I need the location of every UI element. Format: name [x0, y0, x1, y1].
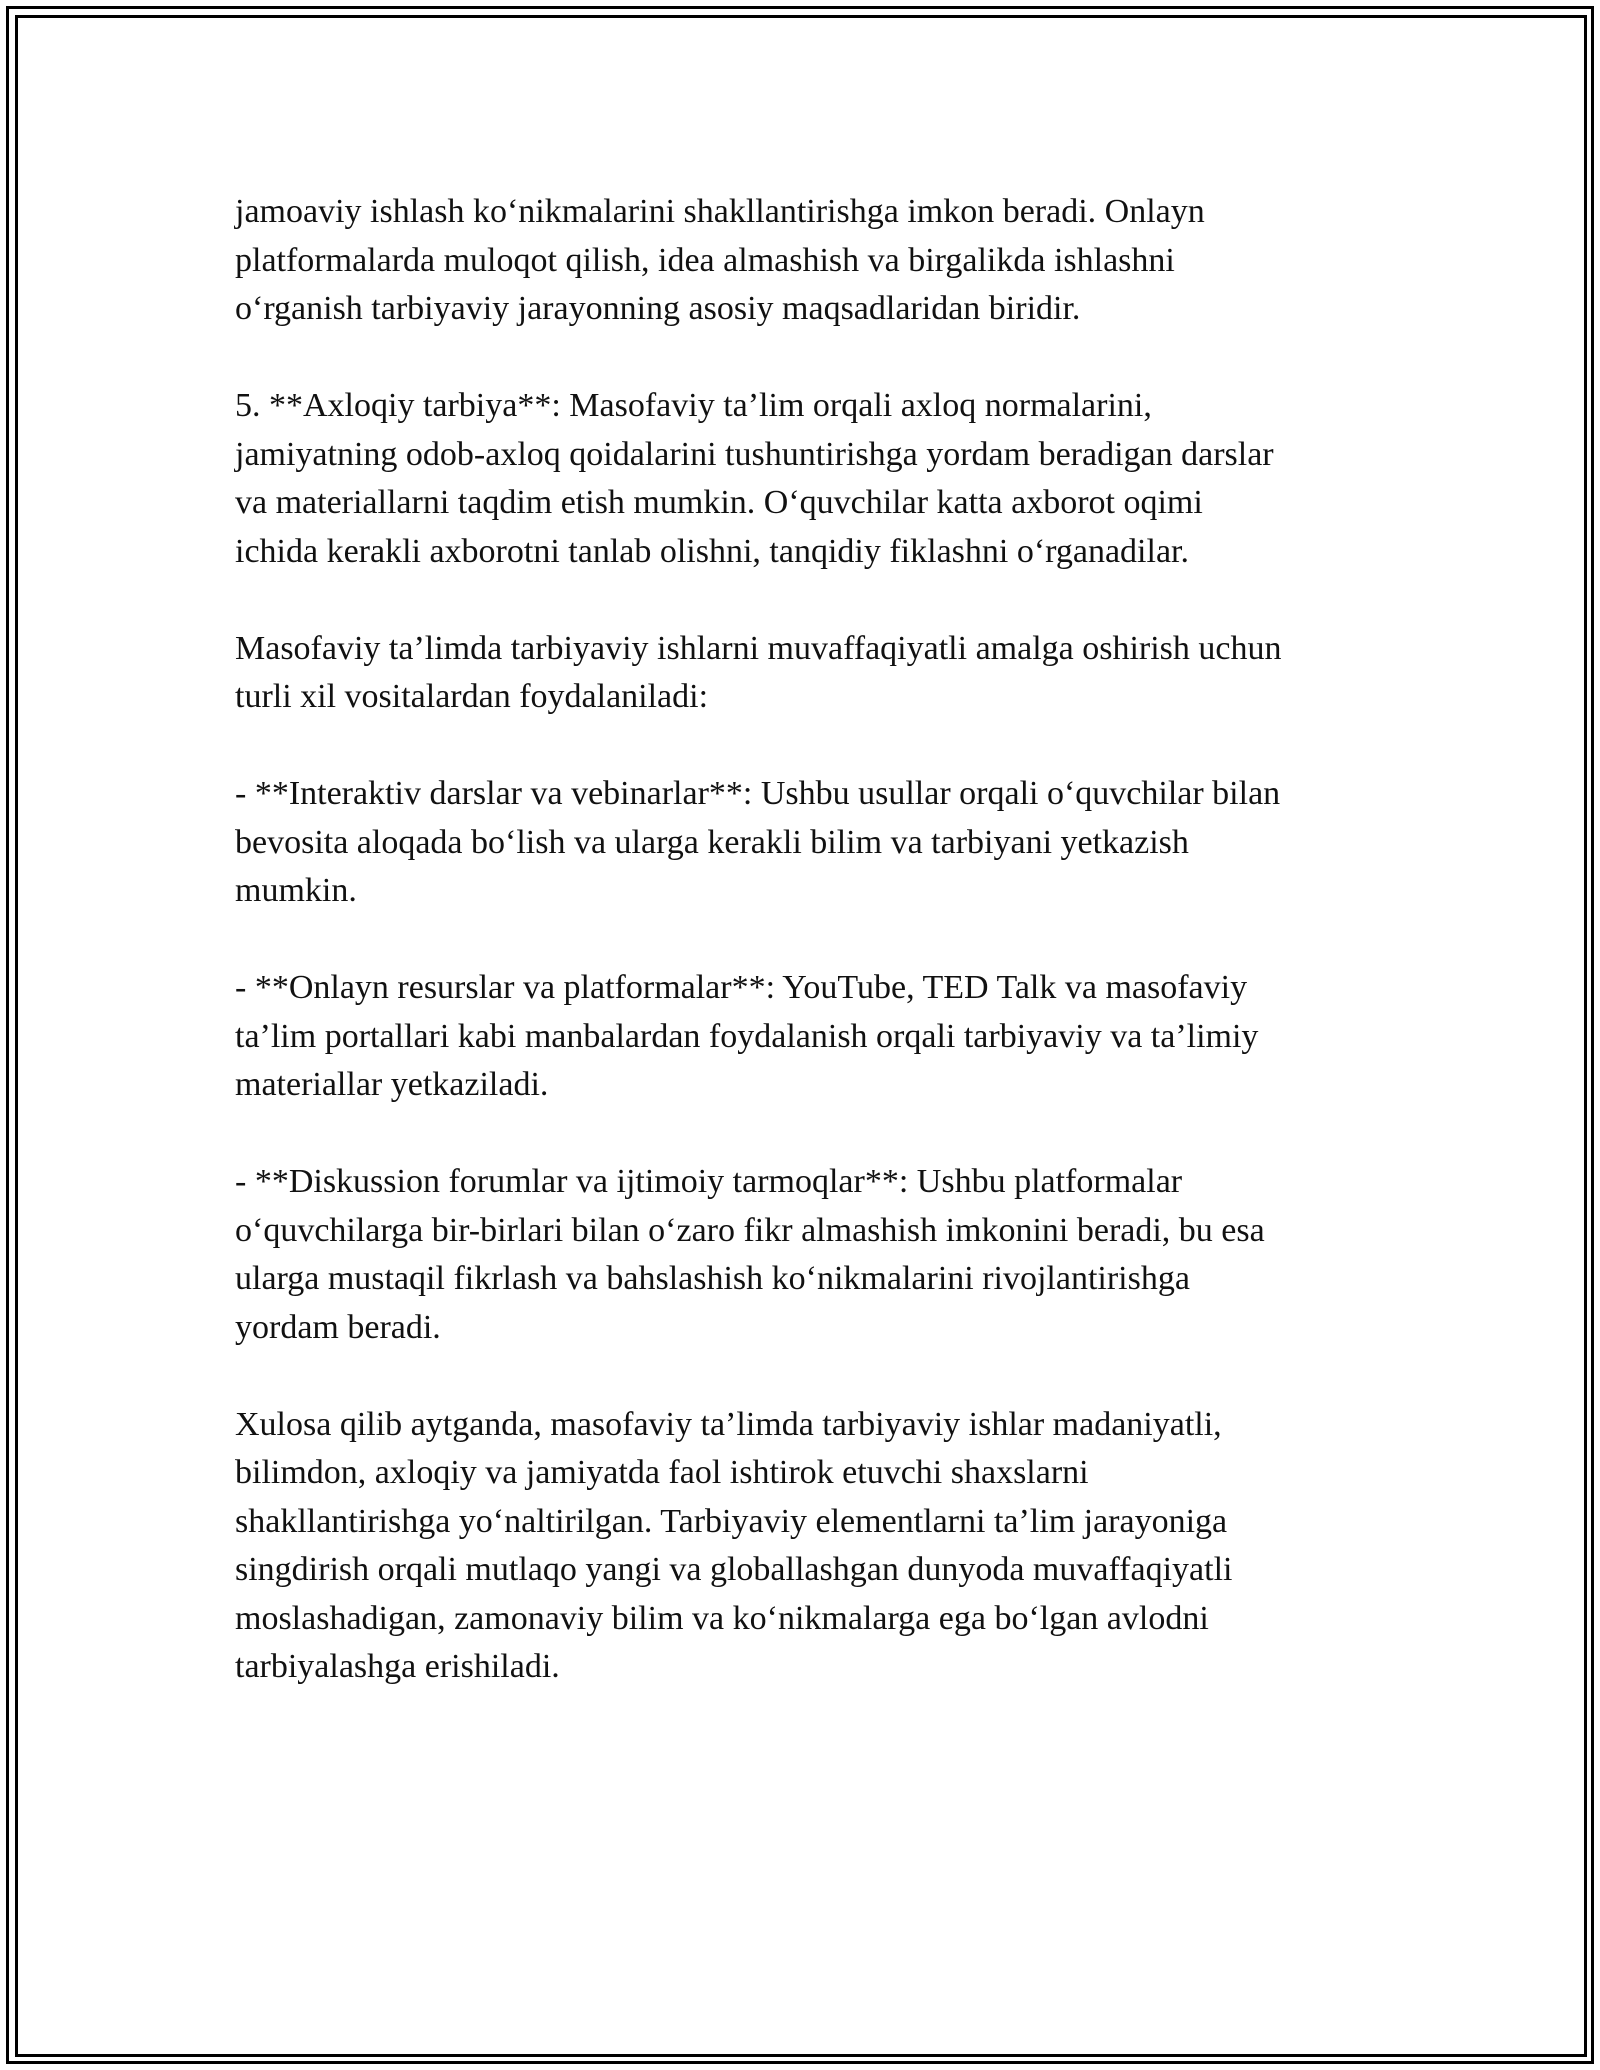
paragraph-moral-education: 5. **Axloqiy tarbiya**: Masofaviy ta’lim orqali axloq normalarini, jamiyatning odob-axloq qoidalarini tushuntirishga yordam beradigan darslar va materiallarni taqdim etish mumkin. O‘quvchilar katta axborot oqimi ichida kerakli axborotni tanlab olishni, tanqidiy fiklashni o‘rganadilar.: [235, 387, 1274, 570]
paragraph-tools-intro: Masofaviy ta’limda tarbiyaviy ishlarni muvaffaqiyatli amalga oshirish uchun turli xil vositalardan foydalaniladi:: [235, 629, 1282, 715]
paragraph-online-resources: - **Onlayn resurslar va platformalar**: YouTube, TED Talk va masofaviy ta’lim portallari kabi manbalardan foydalanish orqali tarbiyaviy va ta’limiy materiallar yetkaziladi.: [235, 969, 1259, 1103]
paragraph-discussion-forums: - **Diskussion forumlar va ijtimoiy tarmoqlar**: Ushbu platformalar o‘quvchilarga bir-birlari bilan o‘zaro fikr almashish imkonini beradi, bu esa ularga mustaqil fikrlash va bahslashish ko‘nikmalarini rivojlantirishga yordam beradi.: [235, 1163, 1265, 1346]
paragraph-conclusion: Xulosa qilib aytganda, masofaviy ta’limda tarbiyaviy ishlar madaniyatli, bilimdon, axloqiy va jamiyatda faol ishtirok etuvchi shaxslarni shakllantirishga yo‘naltirilgan. Tarbiyaviy elementlarni ta’lim jarayoniga singdirish orqali mutlaqo yangi va globallashgan dunyoda muvaffaqiyatli moslashadigan, zamonaviy bilim va ko‘nikmalarga ega bo‘lgan avlodni tarbiyalashga erishiladi.: [235, 1405, 1233, 1685]
document-body: [235, 188, 1395, 1740]
paragraph-interactive-lessons: - **Interaktiv darslar va vebinarlar**: Ushbu usullar orqali o‘quvchilar bilan bevosita aloqada bo‘lish va ularga kerakli bilim va tarbiyani yetkazish mumkin.: [235, 775, 1281, 909]
paragraph-teamwork-skills: jamoaviy ishlash ko‘nikmalarini shakllantirishga imkon beradi. Onlayn platformalarda muloqot qilish, idea almashish va birgalikda ishlashni o‘rganish tarbiyaviy jarayonning asosiy maqsadlaridan biridir.: [235, 193, 1205, 327]
